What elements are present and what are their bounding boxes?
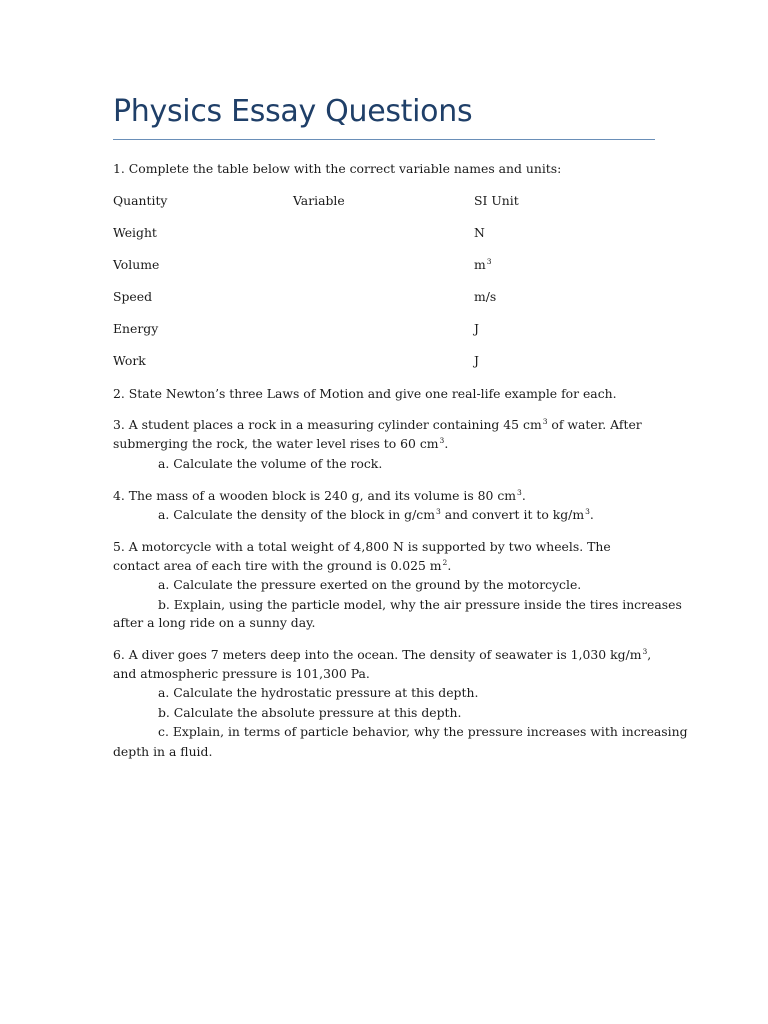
table-header-quantity: Quantity xyxy=(113,193,168,208)
question-5b: b. Explain, using the particle model, why the air pressure inside the tires increases xyxy=(158,597,682,612)
table-cell-unit: m/s xyxy=(474,289,497,304)
question-4a: a. Calculate the density of the block in $g/cm^3$ and convert it to $kg/m^3$. xyxy=(158,507,594,522)
question-6c-continuation: depth in a fluid. xyxy=(113,744,213,759)
question-2: 2. State Newton’s three Laws of Motion and give one real-life example for each. xyxy=(113,386,617,401)
table-cell-quantity: Work xyxy=(113,353,146,368)
table-cell-quantity: Energy xyxy=(113,321,159,336)
table-cell-unit: J xyxy=(474,353,479,368)
question-5a: a. Calculate the pressure exerted on the ground by the motorcycle. xyxy=(158,577,582,592)
question-3a: a. Calculate the volume of the rock. xyxy=(158,456,383,471)
question-1: 1. Complete the table below with the correct variable names and units: xyxy=(113,161,562,176)
question-6b: b. Calculate the absolute pressure at this depth. xyxy=(158,705,462,720)
table-cell-quantity: Volume xyxy=(113,257,160,272)
title-underline xyxy=(113,139,655,140)
question-5: 5. A motorcycle with a total weight of 4,800 N is supported by two wheels. The contact area of each tire with the ground is 0.025 $m^2$. xyxy=(113,539,611,573)
table-header-si-unit: SI Unit xyxy=(474,193,519,208)
question-6a: a. Calculate the hydrostatic pressure at this depth. xyxy=(158,685,479,700)
question-3: 3. A student places a rock in a measuring cylinder containing 45 $cm^3$ of water. After submerging the rock, the water level rises to 60 $cm^3$. xyxy=(113,417,642,451)
question-6c: c. Explain, in terms of particle behavior, why the pressure increases with increasing xyxy=(158,724,688,739)
table-header-variable: Variable xyxy=(293,193,345,208)
table-cell-quantity: Speed xyxy=(113,289,153,304)
table-cell-quantity: Weight xyxy=(113,225,157,240)
question-4: 4. The mass of a wooden block is 240 g, and its volume is 80 $cm^3$. xyxy=(113,488,526,503)
table-cell-unit: $m^3$ xyxy=(474,257,492,272)
question-5b-continuation: after a long ride on a sunny day. xyxy=(113,615,316,630)
page-title: Physics Essay Questions xyxy=(113,94,473,129)
question-6: 6. A diver goes 7 meters deep into the ocean. The density of seawater is 1,030 $kg/m^3$, and atmospheric pressure is 101,300 Pa. xyxy=(113,647,652,681)
table-cell-unit: J xyxy=(474,321,479,336)
table-cell-unit: N xyxy=(474,225,485,240)
